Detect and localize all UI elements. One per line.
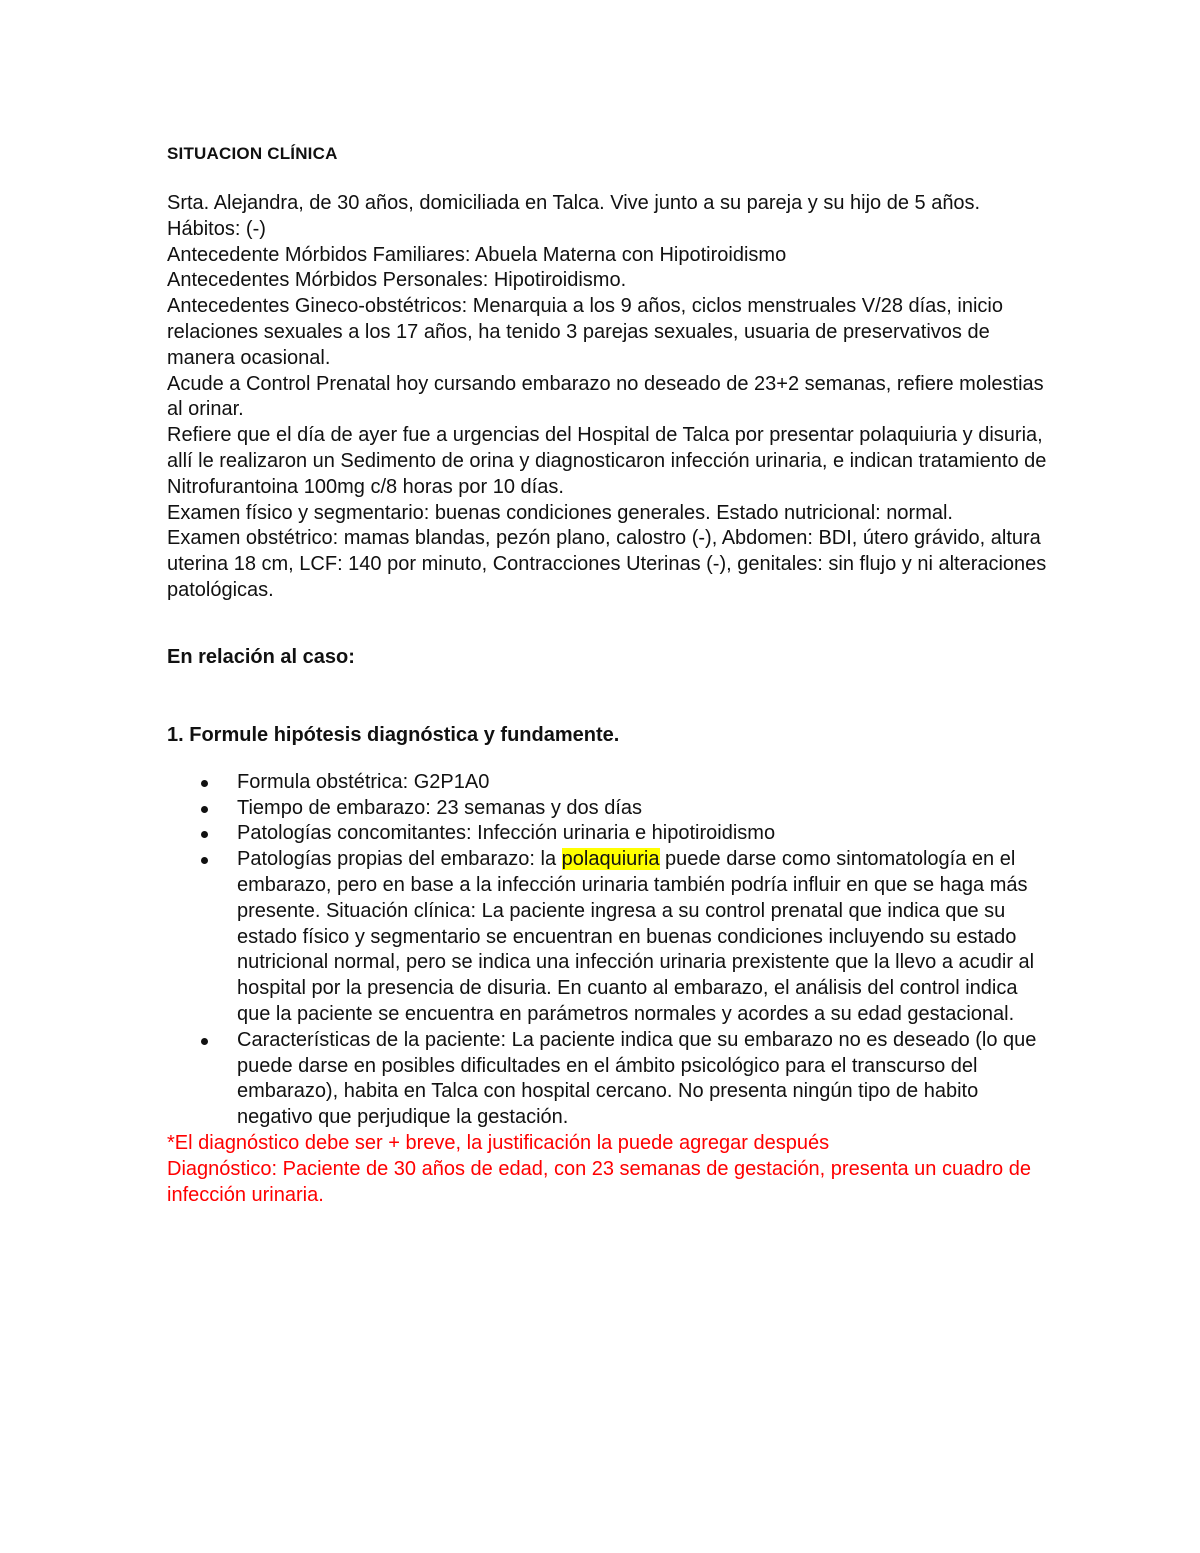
highlighted-word: polaquiuria — [561, 848, 660, 871]
list-item-tiempo — [167, 796, 1047, 822]
case-description — [167, 191, 1047, 604]
question-1-heading: 1. Formule hipótesis diagnóstica y fundamente. — [167, 723, 620, 746]
bullet-text: Tiempo de embarazo: 23 semanas y dos días — [237, 796, 643, 819]
list-item-formula — [167, 770, 1047, 796]
answer-bullet-list — [167, 770, 1047, 1131]
bullet-icon — [201, 806, 208, 813]
case-control-prenatal: Acude a Control Prenatal hoy cursando embarazo no deseado de 23+2 semanas, refiere molestias al orinar. — [167, 372, 1044, 421]
relation-heading: En relación al caso: — [167, 645, 355, 668]
bullet-text: Características de la paciente: La paciente indica que su embarazo no es deseado (lo que puede darse en posibles dificultades en el ámbito psicológico para el transcurso del embarazo), habita en Talca con hospital cercano. No presenta ningún tipo de habito negativo que perjudique la gestación. — [237, 1028, 1037, 1129]
bullet-icon — [201, 857, 208, 864]
case-examen-obstetrico: Examen obstétrico: mamas blandas, pezón plano, calostro (-), Abdomen: BDI, útero grávido, altura uterina 18 cm, LCF: 140 por minuto, Contracciones Uterinas (-), genitales: sin flujo y ni alteraciones patológicas. — [167, 527, 1047, 601]
bullet-text: Formula obstétrica: G2P1A0 — [237, 770, 490, 793]
case-antecedentes-personales: Antecedentes Mórbidos Personales: Hipotiroidismo. — [167, 269, 627, 292]
case-intro: Srta. Alejandra, de 30 años, domiciliada en Talca. Vive junto a su pareja y su hijo de 5 años. — [167, 192, 981, 214]
feedback-diagnosis: Diagnóstico: Paciente de 30 años de edad, con 23 semanas de gestación, presenta un cuadro de infección urinaria. — [167, 1157, 1031, 1206]
list-item-concomitantes — [167, 821, 1047, 847]
case-urgencias: Refiere que el día de ayer fue a urgencias del Hospital de Talca por presentar polaquiuria y disuria, allí le realizaron un Sedimento de orina y diagnosticaron infección urinaria, e indican tratamiento de Nitrofurantoina 100mg c/8 horas por 10 días. — [167, 424, 1047, 498]
feedback-comment: *El diagnóstico debe ser + breve, la justificación la puede agregar después — [167, 1131, 830, 1154]
case-habitos: Hábitos: (-) — [167, 217, 266, 240]
case-examen-fisico: Examen físico y segmentario: buenas condiciones generales. Estado nutricional: normal. — [167, 501, 953, 524]
bullet-icon — [201, 780, 208, 787]
bullet-icon — [201, 1038, 208, 1045]
list-item-caracteristicas — [167, 1028, 1047, 1131]
bullet-icon — [201, 831, 208, 838]
case-antecedentes-gineco: Antecedentes Gineco-obstétricos: Menarquia a los 9 años, ciclos menstruales V/28 días, inicio relaciones sexuales a los 17 años, ha tenido 3 parejas sexuales, usuaria de preservativos de manera ocasional. — [167, 295, 1003, 369]
bullet-text-end: puede darse como sintomatología en el embarazo, pero en base a la infección urinaria también podría influir en que se haga más presente. Situación clínica: La paciente ingresa a su control prenatal que indica que su estado físico y segmentario se encuentran en buenas condiciones incluyendo su estado nutricional normal, pero se indica una infección urinaria prexistente que la llevo a acudir al hospital por la presencia de disuria. En cuanto al embarazo, el análisis del control indica que la paciente se encuentra en parámetros normales y acordes a su edad gestacional. — [237, 848, 1035, 1025]
bullet-text-start: Patologías propias del embarazo: la — [237, 848, 562, 871]
list-item-propias — [167, 847, 1047, 1028]
case-antecedentes-familiares: Antecedente Mórbidos Familiares: Abuela Materna con Hipotiroidismo — [167, 243, 787, 266]
document-page — [167, 143, 1047, 1208]
document-title: SITUACION CLÍNICA — [167, 144, 338, 163]
bullet-text: Patologías concomitantes: Infección urinaria e hipotiroidismo — [237, 822, 776, 845]
